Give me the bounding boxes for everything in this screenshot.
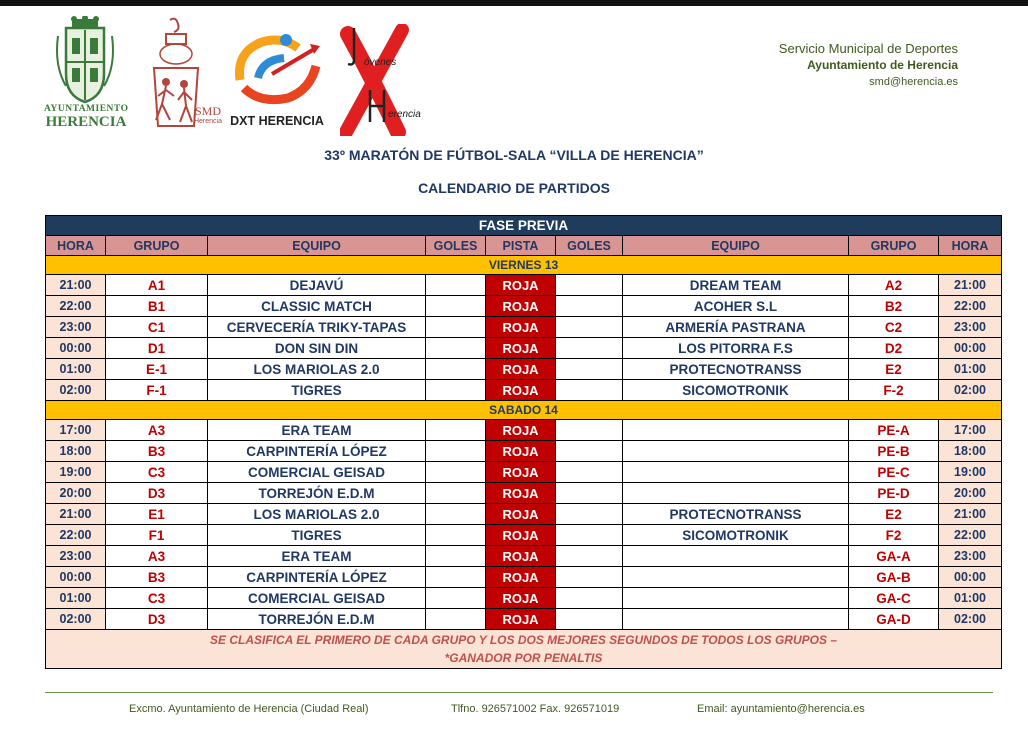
- match-group-away: E2: [849, 359, 939, 380]
- match-row: [46, 441, 1002, 462]
- match-court: ROJA: [486, 483, 556, 504]
- match-team-away: [623, 567, 849, 588]
- match-group-home: E-1: [106, 359, 208, 380]
- match-group-home: A1: [106, 275, 208, 296]
- match-team-home: ERA TEAM: [208, 420, 426, 441]
- match-group-away: PE-D: [849, 483, 939, 504]
- smd-logo-text: SMD: [194, 104, 221, 118]
- match-group-home: B1: [106, 296, 208, 317]
- match-row: [46, 504, 1002, 525]
- match-time-home: 22:00: [46, 296, 106, 317]
- match-group-away: GA-B: [849, 567, 939, 588]
- org-name: Ayuntamiento de Herencia: [807, 58, 958, 72]
- herencia-label: erencia: [388, 109, 421, 120]
- match-team-home: DEJAVÚ: [208, 275, 426, 296]
- match-court: ROJA: [486, 275, 556, 296]
- match-court: ROJA: [486, 380, 556, 401]
- match-goals-away: [556, 317, 623, 338]
- footer-address: Excmo. Ayuntamiento de Herencia (Ciudad Real): [129, 703, 369, 715]
- match-goals-home: [426, 483, 486, 504]
- match-time-away: 23:00: [939, 317, 1002, 338]
- match-group-away: F-2: [849, 380, 939, 401]
- match-court: ROJA: [486, 420, 556, 441]
- match-goals-away: [556, 546, 623, 567]
- match-team-home: COMERCIAL GEISAD: [208, 462, 426, 483]
- match-row: [46, 420, 1002, 441]
- match-goals-away: [556, 462, 623, 483]
- match-time-away: 21:00: [939, 504, 1002, 525]
- match-court: ROJA: [486, 588, 556, 609]
- col-equipo: EQUIPO: [208, 236, 426, 256]
- match-goals-away: [556, 483, 623, 504]
- match-time-home: 19:00: [46, 462, 106, 483]
- match-time-home: 18:00: [46, 441, 106, 462]
- match-court: ROJA: [486, 546, 556, 567]
- match-court: ROJA: [486, 296, 556, 317]
- match-goals-away: [556, 588, 623, 609]
- match-team-home: CERVECERÍA TRIKY-TAPAS: [208, 317, 426, 338]
- match-court: ROJA: [486, 525, 556, 546]
- match-time-away: 21:00: [939, 275, 1002, 296]
- match-court: ROJA: [486, 359, 556, 380]
- col-goles-away: GOLES: [556, 236, 623, 256]
- match-goals-home: [426, 525, 486, 546]
- match-schedule-table: [45, 215, 1002, 669]
- match-group-home: C3: [106, 588, 208, 609]
- match-court: ROJA: [486, 441, 556, 462]
- match-goals-home: [426, 420, 486, 441]
- match-time-away: 01:00: [939, 588, 1002, 609]
- match-goals-away: [556, 609, 623, 630]
- match-row: [46, 567, 1002, 588]
- match-row: [46, 546, 1002, 567]
- match-group-home: E1: [106, 504, 208, 525]
- match-goals-away: [556, 420, 623, 441]
- organization-info: [779, 40, 958, 91]
- match-time-home: 21:00: [46, 275, 106, 296]
- match-team-away: PROTECNOTRANSS: [623, 359, 849, 380]
- org-department: Servicio Municipal de Deportes: [778, 41, 958, 56]
- match-row: [46, 317, 1002, 338]
- match-time-away: 23:00: [939, 546, 1002, 567]
- match-team-away: [623, 483, 849, 504]
- match-group-away: GA-D: [849, 609, 939, 630]
- match-team-away: ARMERÍA PASTRANA: [623, 317, 849, 338]
- match-team-home: ERA TEAM: [208, 546, 426, 567]
- match-team-away: DREAM TEAM: [623, 275, 849, 296]
- match-group-home: B3: [106, 567, 208, 588]
- match-group-away: A2: [849, 275, 939, 296]
- match-goals-away: [556, 359, 623, 380]
- match-time-away: 02:00: [939, 380, 1002, 401]
- match-time-home: 22:00: [46, 525, 106, 546]
- match-goals-home: [426, 338, 486, 359]
- match-group-away: C2: [849, 317, 939, 338]
- match-time-away: 19:00: [939, 462, 1002, 483]
- match-court: ROJA: [486, 609, 556, 630]
- match-time-away: 20:00: [939, 483, 1002, 504]
- match-group-home: F1: [106, 525, 208, 546]
- match-group-home: C3: [106, 462, 208, 483]
- match-team-away: SICOMOTRONIK: [623, 525, 849, 546]
- col-hora: HORA: [46, 236, 106, 256]
- page-title: 33º MARATÓN DE FÚTBOL-SALA “VILLA DE HERENCIA”: [324, 147, 704, 163]
- col-grupo: GRUPO: [106, 236, 208, 256]
- match-time-home: 02:00: [46, 609, 106, 630]
- match-team-away: LOS PITORRA F.S: [623, 338, 849, 359]
- match-group-away: PE-C: [849, 462, 939, 483]
- match-goals-home: [426, 462, 486, 483]
- match-time-home: 01:00: [46, 359, 106, 380]
- col-grupo-away: GRUPO: [849, 236, 939, 256]
- match-team-home: CARPINTERÍA LÓPEZ: [208, 567, 426, 588]
- match-team-home: TIGRES: [208, 380, 426, 401]
- match-goals-home: [426, 441, 486, 462]
- match-court: ROJA: [486, 317, 556, 338]
- match-group-home: D1: [106, 338, 208, 359]
- match-team-away: [623, 546, 849, 567]
- crest-label-bottom: HERENCIA: [45, 114, 127, 130]
- match-goals-home: [426, 504, 486, 525]
- match-team-home: COMERCIAL GEISAD: [208, 588, 426, 609]
- match-team-home: TORREJÓN E.D.M: [208, 609, 426, 630]
- match-team-home: LOS MARIOLAS 2.0: [208, 504, 426, 525]
- match-court: ROJA: [486, 462, 556, 483]
- note-line-1: SE CLASIFICA EL PRIMERO DE CADA GRUPO Y LOS DOS MEJORES SEGUNDOS DE TODOS LOS GRUPOS –: [210, 633, 837, 647]
- match-goals-away: [556, 441, 623, 462]
- match-goals-home: [426, 275, 486, 296]
- day-header-row: [46, 256, 1002, 275]
- match-goals-home: [426, 317, 486, 338]
- match-time-away: 01:00: [939, 359, 1002, 380]
- match-team-home: CARPINTERÍA LÓPEZ: [208, 441, 426, 462]
- match-group-away: GA-A: [849, 546, 939, 567]
- match-team-away: [623, 441, 849, 462]
- jovenes-label: óvenes: [364, 57, 397, 68]
- match-team-away: [623, 588, 849, 609]
- day-label: VIERNES 13: [46, 256, 1002, 275]
- match-row: [46, 525, 1002, 546]
- match-time-home: 02:00: [46, 380, 106, 401]
- day-label: SABADO 14: [46, 401, 1002, 420]
- match-time-home: 21:00: [46, 504, 106, 525]
- match-goals-home: [426, 609, 486, 630]
- col-equipo-away: EQUIPO: [623, 236, 849, 256]
- match-goals-home: [426, 359, 486, 380]
- match-time-away: 18:00: [939, 441, 1002, 462]
- match-time-away: 00:00: [939, 567, 1002, 588]
- match-court: ROJA: [486, 338, 556, 359]
- match-time-home: 20:00: [46, 483, 106, 504]
- match-team-away: ACOHER S.L: [623, 296, 849, 317]
- match-row: [46, 588, 1002, 609]
- logo-strip: [44, 14, 464, 134]
- match-time-home: 00:00: [46, 338, 106, 359]
- match-group-home: F-1: [106, 380, 208, 401]
- match-row: [46, 338, 1002, 359]
- match-goals-away: [556, 380, 623, 401]
- match-group-away: PE-B: [849, 441, 939, 462]
- match-time-away: 02:00: [939, 609, 1002, 630]
- match-group-home: D3: [106, 609, 208, 630]
- match-time-home: 00:00: [46, 567, 106, 588]
- note-row: [46, 630, 1002, 669]
- match-goals-away: [556, 525, 623, 546]
- qualification-note: [46, 630, 1002, 669]
- match-goals-home: [426, 567, 486, 588]
- org-email: smd@herencia.es: [869, 76, 958, 88]
- page-subtitle: CALENDARIO DE PARTIDOS: [418, 180, 610, 196]
- match-row: [46, 380, 1002, 401]
- match-time-away: 22:00: [939, 525, 1002, 546]
- match-team-home: TIGRES: [208, 525, 426, 546]
- match-court: ROJA: [486, 504, 556, 525]
- match-time-home: 23:00: [46, 317, 106, 338]
- match-time-home: 17:00: [46, 420, 106, 441]
- smd-logo-subtext: Herencia: [193, 118, 222, 125]
- ayuntamiento-crest-logo: [52, 16, 118, 104]
- note-line-2: *GANADOR POR PENALTIS: [444, 651, 603, 665]
- match-time-away: 17:00: [939, 420, 1002, 441]
- match-team-home: LOS MARIOLAS 2.0: [208, 359, 426, 380]
- footer-email: Email: ayuntamiento@herencia.es: [697, 703, 865, 715]
- dxt-herencia-logo: [232, 32, 324, 112]
- match-group-away: D2: [849, 338, 939, 359]
- day-header-row: [46, 401, 1002, 420]
- match-team-home: CLASSIC MATCH: [208, 296, 426, 317]
- match-goals-away: [556, 567, 623, 588]
- match-goals-home: [426, 296, 486, 317]
- match-goals-home: [426, 380, 486, 401]
- col-hora-away: HORA: [939, 236, 1002, 256]
- match-team-away: [623, 420, 849, 441]
- match-row: [46, 483, 1002, 504]
- match-time-home: 23:00: [46, 546, 106, 567]
- match-group-home: A3: [106, 420, 208, 441]
- match-goals-home: [426, 546, 486, 567]
- match-row: [46, 462, 1002, 483]
- match-row: [46, 359, 1002, 380]
- match-group-away: B2: [849, 296, 939, 317]
- col-goles: GOLES: [426, 236, 486, 256]
- match-group-home: B3: [106, 441, 208, 462]
- match-team-home: TORREJÓN E.D.M: [208, 483, 426, 504]
- match-team-away: PROTECNOTRANSS: [623, 504, 849, 525]
- phase-row: [46, 216, 1002, 236]
- match-row: [46, 609, 1002, 630]
- match-group-away: GA-C: [849, 588, 939, 609]
- match-group-home: D3: [106, 483, 208, 504]
- match-goals-away: [556, 296, 623, 317]
- match-team-away: [623, 609, 849, 630]
- match-time-away: 00:00: [939, 338, 1002, 359]
- dxt-herencia-label: DXT HERENCIA: [230, 114, 324, 128]
- match-team-home: DON SIN DIN: [208, 338, 426, 359]
- match-time-away: 22:00: [939, 296, 1002, 317]
- match-goals-away: [556, 504, 623, 525]
- crest-label-top: AYUNTAMIENTO: [44, 104, 129, 114]
- match-row: [46, 296, 1002, 317]
- match-row: [46, 275, 1002, 296]
- match-group-away: F2: [849, 525, 939, 546]
- match-group-away: E2: [849, 504, 939, 525]
- col-pista: PISTA: [486, 236, 556, 256]
- match-time-home: 01:00: [46, 588, 106, 609]
- match-goals-away: [556, 338, 623, 359]
- column-header-row: [46, 236, 1002, 256]
- match-group-home: C1: [106, 317, 208, 338]
- match-goals-away: [556, 275, 623, 296]
- match-goals-home: [426, 588, 486, 609]
- footer-divider: [45, 692, 993, 693]
- footer-phone: Tlfno. 926571002 Fax. 926571019: [451, 703, 620, 715]
- match-group-home: A3: [106, 546, 208, 567]
- match-team-away: [623, 462, 849, 483]
- phase-title: FASE PREVIA: [46, 216, 1002, 236]
- match-team-away: SICOMOTRONIK: [623, 380, 849, 401]
- match-group-away: PE-A: [849, 420, 939, 441]
- match-court: ROJA: [486, 567, 556, 588]
- top-border: [0, 0, 1028, 6]
